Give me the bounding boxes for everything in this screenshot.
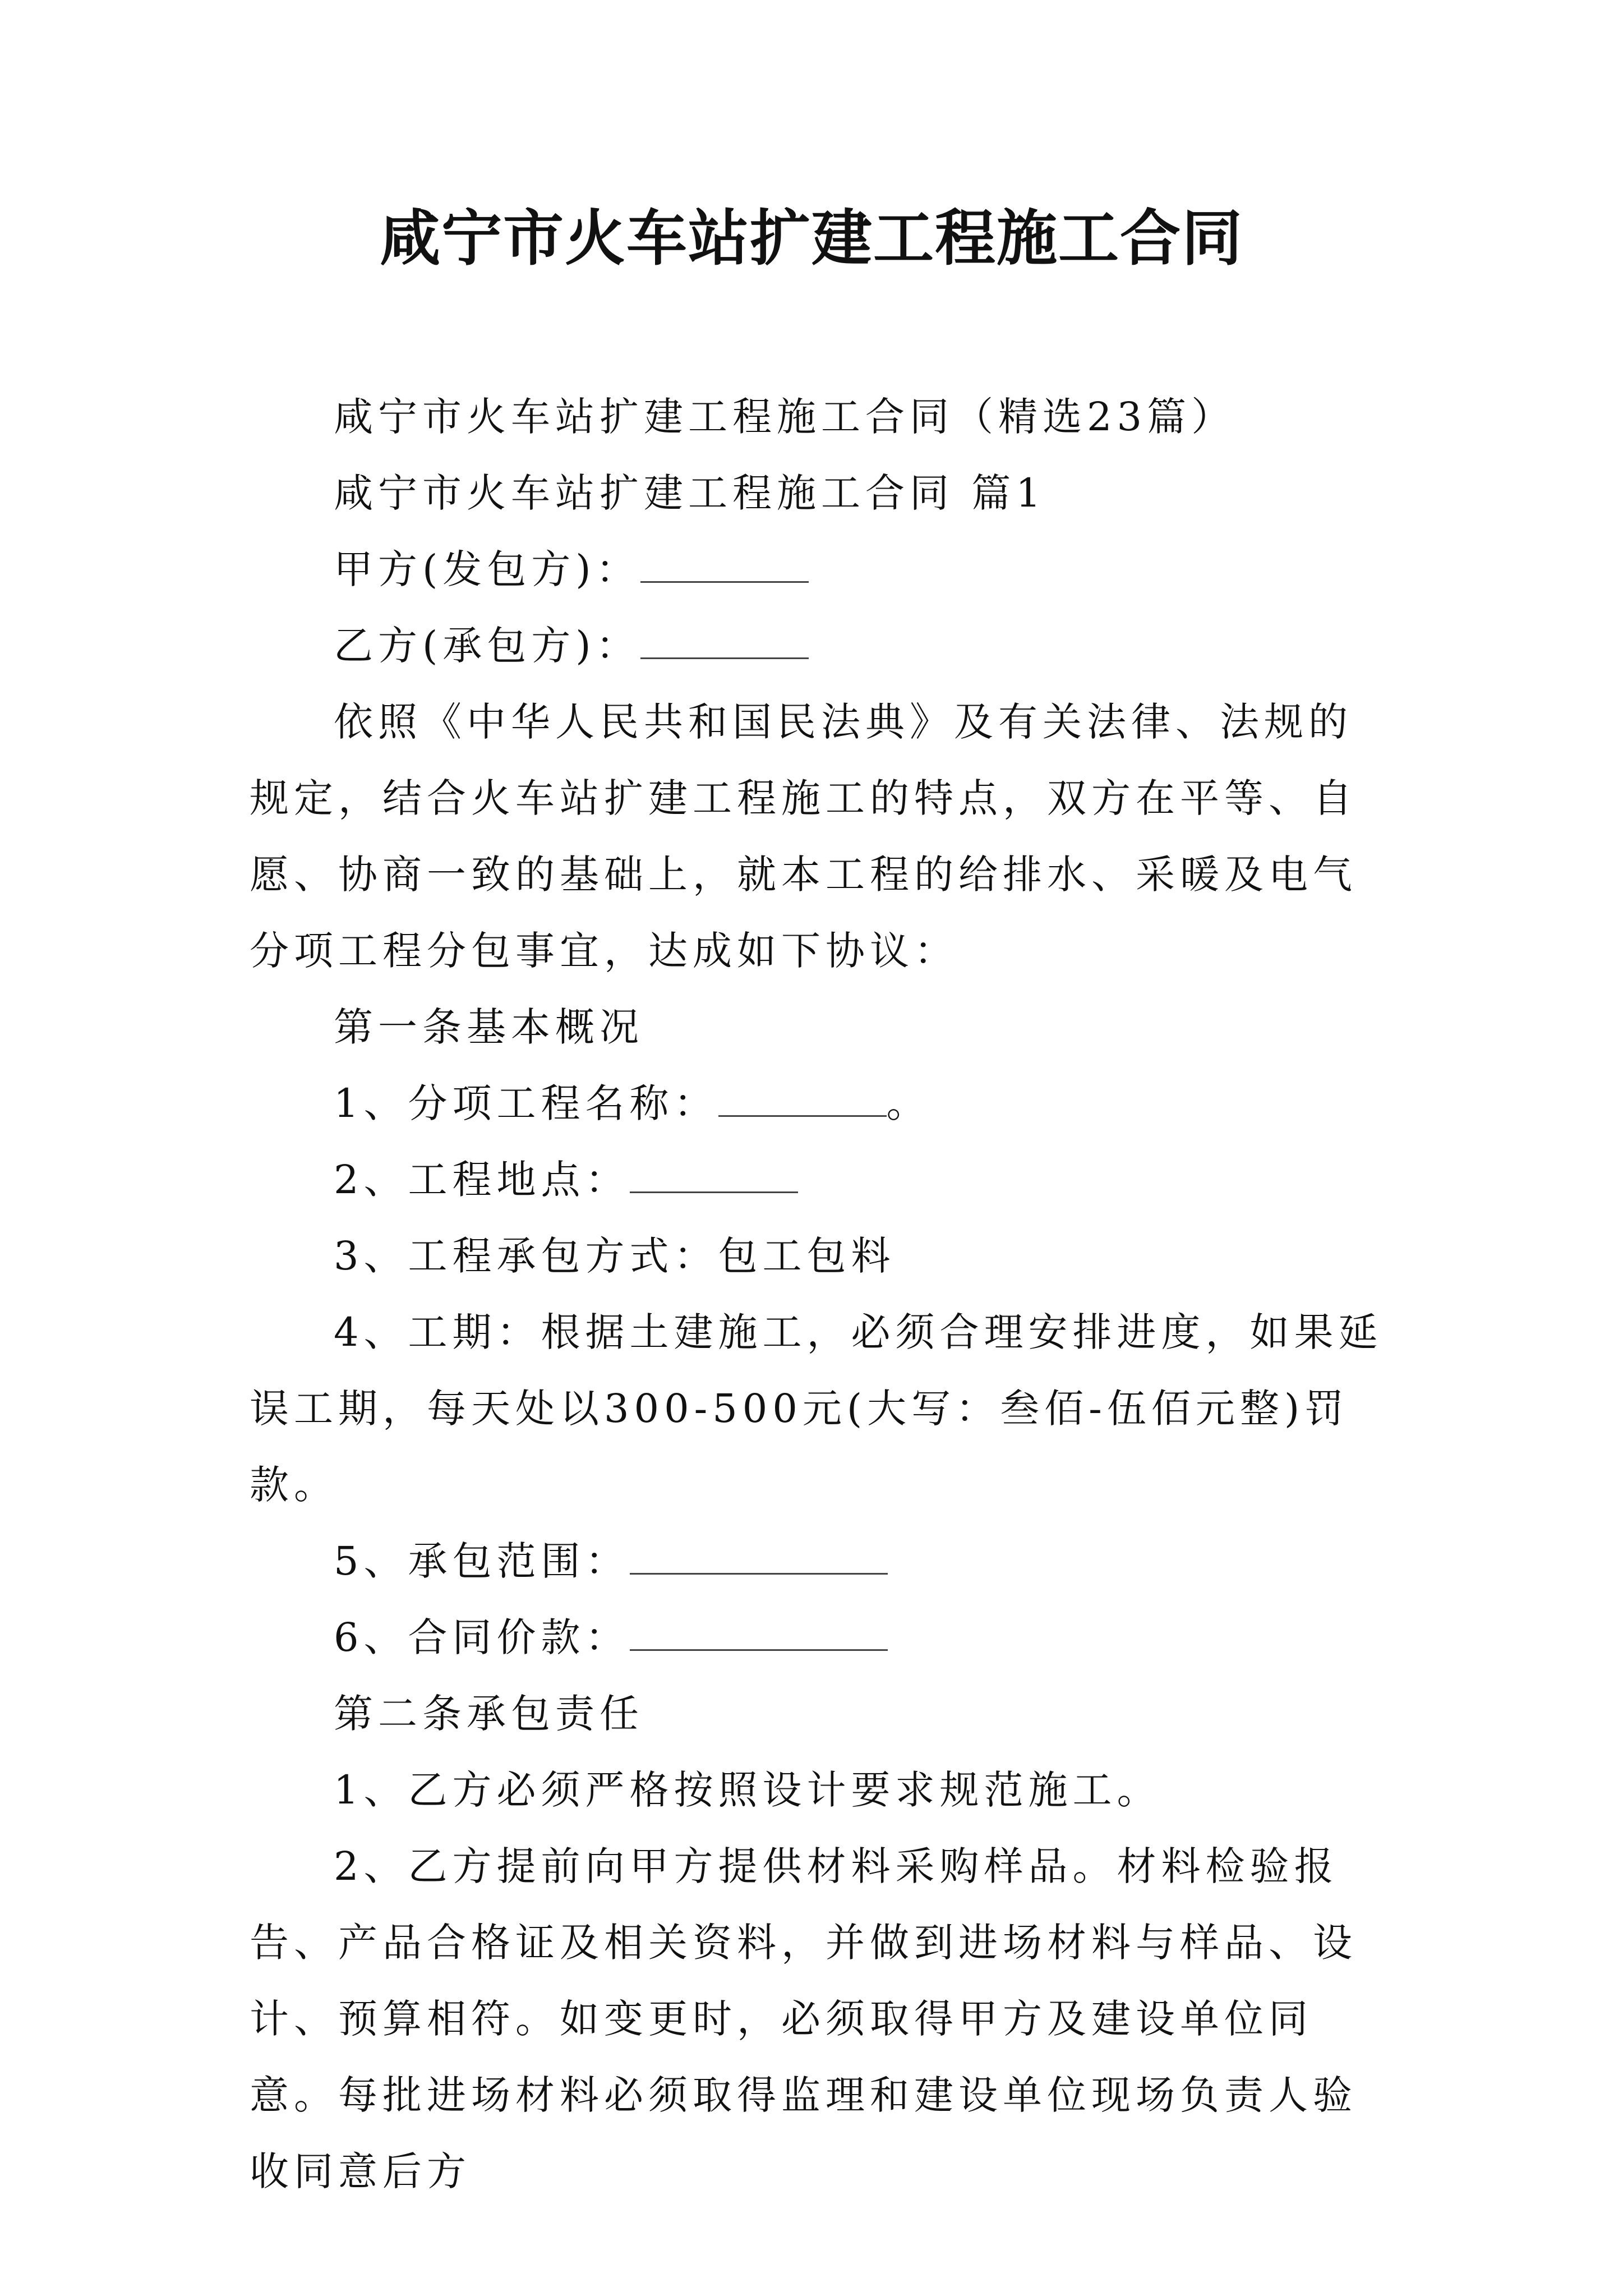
paragraph-scope	[250, 1523, 1394, 1599]
paragraph-section-one: 第一条基本概况	[334, 1004, 644, 1050]
party-a-blank	[640, 541, 809, 583]
paragraph-design-requirement: 1、乙方必须严格按照设计要求规范施工。	[334, 1767, 1161, 1813]
project-location-label: 2、工程地点：	[334, 1157, 630, 1203]
document-title: 咸宁市火车站扩建工程施工合同	[379, 203, 1243, 274]
project-name-end: 。	[886, 1080, 931, 1126]
paragraph-materials: 2、乙方提前向甲方提供材料采购样品。材料检验报告、产品合格证及相关资料，并做到进场材料与样品、设计、预算相符。如变更时，必须取得甲方及建设单位同意。每批进场材料必须取得监理和建设单位现场负责人验收同意后方	[250, 1843, 1357, 2194]
project-name-blank	[718, 1075, 887, 1117]
paragraph-duration: 4、工期：根据土建施工，必须合理安排进度，如果延误工期，每天处以300-500元(大写：叁佰-伍佰元整)罚款。	[250, 1309, 1383, 1508]
project-location-blank	[630, 1151, 798, 1193]
paragraph-project-name	[250, 1065, 1394, 1142]
party-a-label: 甲方(发包方)：	[334, 546, 640, 592]
paragraph-party-b	[250, 608, 1394, 684]
scope-blank	[630, 1533, 888, 1575]
price-label: 6、合同价款：	[334, 1614, 630, 1660]
document-body	[250, 379, 1394, 2210]
paragraph-project-location	[250, 1142, 1394, 1218]
party-b-label: 乙方(承包方)：	[334, 623, 640, 669]
paragraph-price	[250, 1599, 1394, 1676]
party-b-blank	[640, 617, 809, 659]
paragraph-party-a	[250, 531, 1394, 608]
project-name-label: 1、分项工程名称：	[334, 1080, 718, 1126]
scope-label: 5、承包范围：	[334, 1538, 630, 1584]
paragraph-collection-heading: 咸宁市火车站扩建工程施工合同（精选23篇）	[334, 394, 1236, 440]
paragraph-contract-method: 3、工程承包方式：包工包料	[334, 1233, 896, 1279]
paragraph-article-heading: 咸宁市火车站扩建工程施工合同 篇1	[334, 470, 1046, 516]
paragraph-preamble: 依照《中华人民共和国民法典》及有关法律、法规的规定，结合火车站扩建工程施工的特点，双方在平等、自愿、协商一致的基础上，就本工程的给排水、采暖及电气分项工程分包事宜，达成如下协议：	[250, 699, 1357, 974]
paragraph-section-two: 第二条承包责任	[334, 1691, 644, 1737]
price-blank	[630, 1609, 888, 1651]
